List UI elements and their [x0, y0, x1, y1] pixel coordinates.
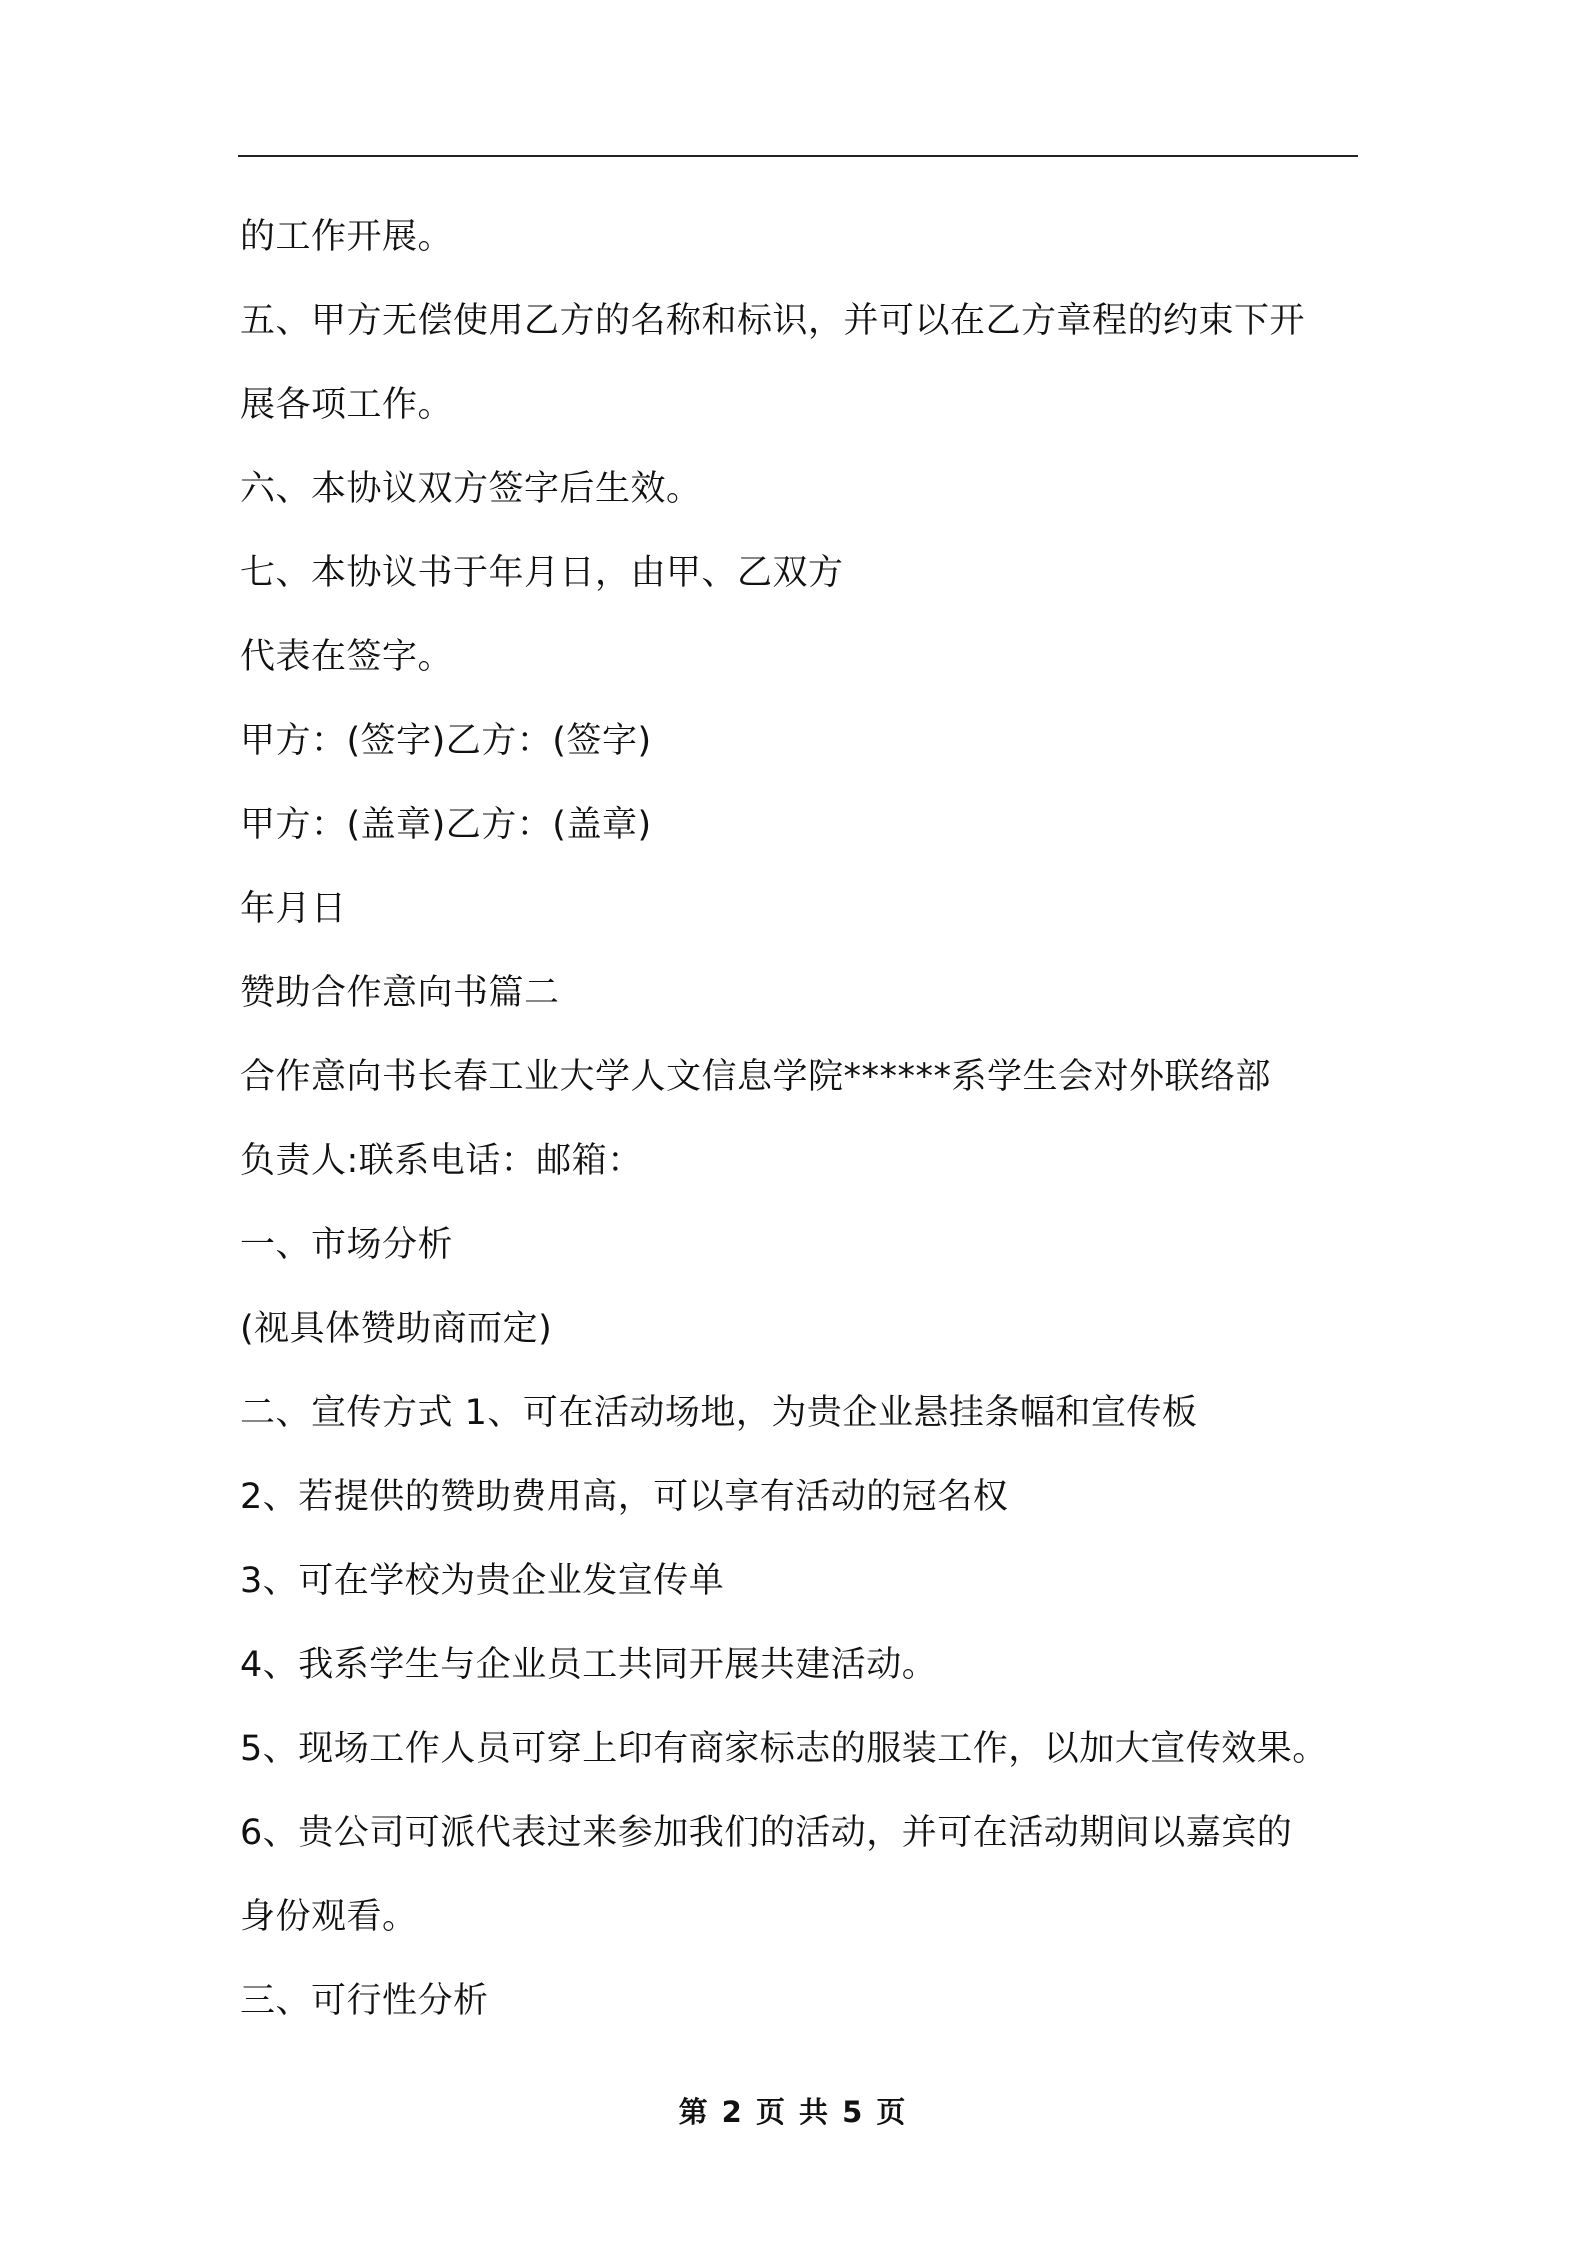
text-line: 身份观看。	[240, 1897, 418, 1937]
text-line: 合作意向书长春工业大学人文信息学院******系学生会对外联络部	[240, 1057, 1272, 1097]
text-line: 年月日	[240, 889, 347, 929]
text-line: 五、甲方无偿使用乙方的名称和标识，并可以在乙方章程的约束下开	[240, 301, 1306, 341]
text-line: 3、可在学校为贵企业发宣传单	[240, 1561, 725, 1601]
text-line: 二、宣传方式 1、可在活动场地，为贵企业悬挂条幅和宣传板	[240, 1393, 1198, 1433]
text-line: 六、本协议双方签字后生效。	[240, 469, 702, 509]
text-line: 的工作开展。	[240, 217, 454, 257]
text-line: 5、现场工作人员可穿上印有商家标志的服装工作，以加大宣传效果。	[240, 1729, 1328, 1769]
text-line: (视具体赞助商而定)	[240, 1309, 553, 1349]
text-line: 展各项工作。	[240, 385, 454, 425]
text-line: 一、市场分析	[240, 1225, 454, 1265]
text-line: 三、可行性分析	[240, 1981, 489, 2021]
page-footer: 第 2 页 共 5 页	[678, 2095, 908, 2129]
text-line: 2、若提供的赞助费用高，可以享有活动的冠名权	[240, 1477, 1009, 1517]
text-line: 4、我系学生与企业员工共同开展共建活动。	[240, 1645, 938, 1685]
text-line: 负责人:联系电话：邮箱：	[240, 1141, 643, 1181]
document-body	[240, 195, 1390, 2043]
text-line: 甲方：(签字)乙方：(签字)	[240, 721, 652, 761]
text-line: 甲方：(盖章)乙方：(盖章)	[240, 805, 652, 845]
text-line: 6、贵公司可派代表过来参加我们的活动，并可在活动期间以嘉宾的	[240, 1813, 1293, 1853]
section-title: 赞助合作意向书篇二	[240, 973, 560, 1013]
header-rule	[238, 155, 1358, 157]
text-line: 代表在签字。	[240, 637, 454, 677]
text-line: 七、本协议书于年月日，由甲、乙双方	[240, 553, 844, 593]
